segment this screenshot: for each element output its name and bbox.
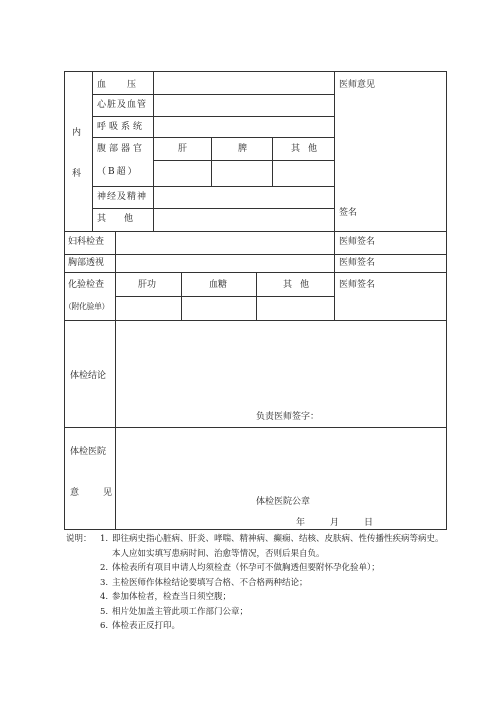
table-border-top xyxy=(64,71,447,72)
lower-opinion-divider xyxy=(334,231,335,320)
gyn-label: 妇科检查 xyxy=(68,237,105,247)
im-row-line-1 xyxy=(92,94,334,95)
label-heart: 心脏及血管 xyxy=(97,100,148,110)
note-number xyxy=(100,547,112,562)
table-border-bottom xyxy=(64,529,447,530)
im-row-line-6 xyxy=(92,208,334,209)
notes-section xyxy=(66,532,486,634)
lab-header-liver-function: 肝功 xyxy=(138,280,157,290)
row-line-lab-mid xyxy=(115,296,334,297)
im-row-line-2 xyxy=(92,116,334,117)
hospital-seal-label: 体检医院公章 xyxy=(256,497,311,507)
hospital-label-1: 体检医院 xyxy=(70,447,107,457)
note-text: 主检医师作体检结论要填写合格、不合格两种结论； xyxy=(112,577,308,588)
date-month: 月 xyxy=(330,518,340,528)
label-abdominal-2: （B超） xyxy=(97,167,139,177)
lab-header-blood-sugar: 血糖 xyxy=(209,280,228,290)
header-other: 其他 xyxy=(291,144,326,154)
note-text: 即往病史指心脏病、肝炎、哮喘、精神病、癫痫、结核、皮肤病、性传播性疾病等病史。 xyxy=(112,534,444,544)
chief-doctor-sign: 负责医师签字： xyxy=(256,412,320,422)
label-neuro: 神经及精神 xyxy=(97,192,148,202)
note-text: 相片处加盖主管此项工作部门公章； xyxy=(112,606,249,617)
label-abdominal-1: 腹部器官 xyxy=(97,144,146,154)
label-respiratory: 呼吸系统 xyxy=(97,122,146,132)
note-text: 体检表所有项目申请人均须检查（怀孕可不做胸透但要附怀孕化验单）； xyxy=(112,563,380,573)
note-item xyxy=(66,547,486,562)
header-liver: 肝 xyxy=(178,144,188,154)
dept-label-char-1: 内 xyxy=(72,128,82,138)
note-text: 本人应如实填写患病时间、治愈等情况，否则后果自负。 xyxy=(112,548,325,559)
im-row-line-4 xyxy=(153,160,334,161)
im-divider-left xyxy=(92,71,93,231)
note-item xyxy=(66,590,486,605)
note-item xyxy=(66,561,486,576)
note-item xyxy=(66,576,486,591)
date-day: 日 xyxy=(364,518,374,528)
im-row-line-5 xyxy=(92,186,334,187)
row-line-gyn-top xyxy=(64,231,447,232)
im-organ-divider-1 xyxy=(211,137,212,186)
note-text: 参加体检者，检查当日须空腹； xyxy=(112,592,232,602)
note-number: 5. xyxy=(100,606,109,617)
row-line-hospital-top xyxy=(64,427,447,428)
lab-divider-2 xyxy=(256,272,257,320)
doctor-opinion-label: 医师意见 xyxy=(339,80,376,90)
date-year: 年 xyxy=(296,518,306,528)
row-line-chest-top xyxy=(64,254,447,255)
lab-header-other: 其他 xyxy=(283,280,318,290)
lab-divider-1 xyxy=(181,272,182,320)
chest-doctor-sign: 医师签名 xyxy=(339,258,376,268)
gyn-doctor-sign: 医师签名 xyxy=(339,237,376,247)
note-item xyxy=(66,605,486,620)
lab-label-2: （附化验单） xyxy=(64,302,109,311)
table-border-right xyxy=(446,71,447,530)
note-number: 4. xyxy=(100,592,109,602)
label-blood-pressure: 血 压 xyxy=(97,80,138,90)
dept-label-char-2: 科 xyxy=(72,169,82,179)
note-number: 1. xyxy=(100,534,109,544)
signature-label: 签名 xyxy=(339,208,358,218)
note-number: 3. xyxy=(100,577,109,588)
hospital-label-2: 意 见 xyxy=(70,488,115,498)
im-organ-divider-2 xyxy=(272,137,273,186)
notes-prefix: 说明： xyxy=(66,534,92,544)
im-row-line-3 xyxy=(92,137,334,138)
note-item xyxy=(66,619,486,634)
note-number: 6. xyxy=(100,621,109,631)
label-others: 其 他 xyxy=(97,214,134,224)
header-spleen: 脾 xyxy=(238,144,248,154)
row-line-conclusion-top xyxy=(64,320,447,321)
conclusion-label: 体检结论 xyxy=(70,371,107,381)
lab-label-1: 化验检查 xyxy=(68,280,105,290)
lower-label-divider xyxy=(115,231,116,529)
lab-doctor-sign: 医师签名 xyxy=(339,280,376,290)
note-number: 2. xyxy=(100,563,109,573)
im-divider-opinion xyxy=(334,71,335,231)
chest-label: 胸部透视 xyxy=(68,258,105,268)
note-item xyxy=(66,532,486,547)
note-text: 体检表正反打印。 xyxy=(112,621,181,631)
im-divider-label xyxy=(153,71,154,231)
